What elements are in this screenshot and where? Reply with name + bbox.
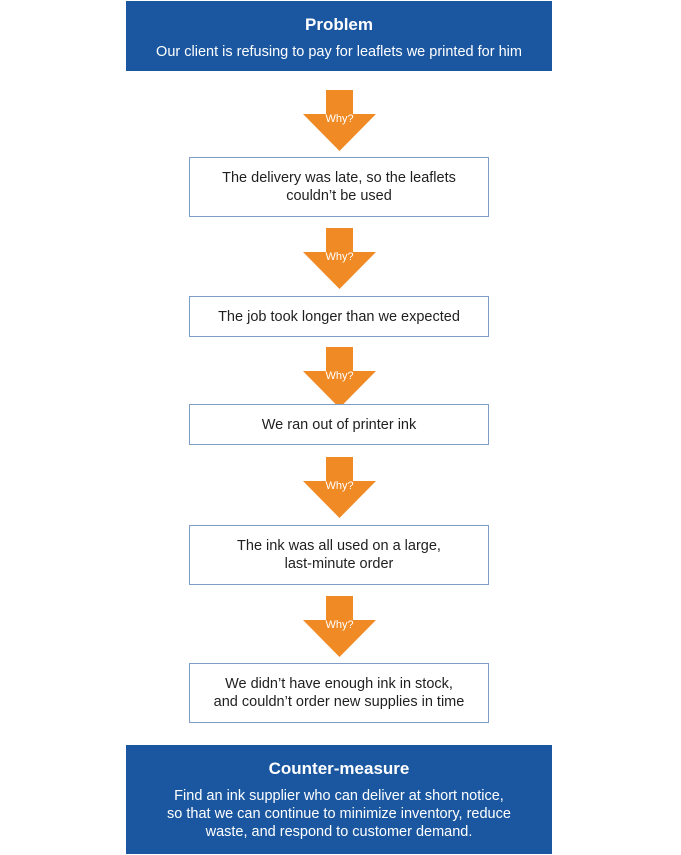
step-5-line-1: We didn’t have enough ink in stock, — [225, 676, 453, 692]
step-2-line-1: The job took longer than we expected — [218, 308, 460, 325]
step-3-line-1: We ran out of printer ink — [261, 416, 417, 433]
countermeasure-line-2: so that we can continue to minimize inventory, reduce — [167, 806, 511, 822]
why-arrow-4 — [303, 457, 376, 518]
why-arrow-1 — [303, 90, 376, 151]
why-label: Why? — [325, 370, 354, 382]
problem-box — [126, 1, 552, 71]
step-1 — [189, 157, 489, 217]
why-label: Why? — [325, 113, 354, 125]
step-5 — [189, 663, 489, 723]
countermeasure-box — [126, 745, 552, 854]
problem-text: Our client is refusing to pay for leaflets we printed for him — [156, 44, 522, 60]
step-5-line-2: and couldn’t order new supplies in time — [213, 694, 465, 710]
step-1-line-1: The delivery was late, so the leaflets — [222, 170, 456, 186]
why-arrow-2 — [303, 228, 376, 289]
why-label: Why? — [325, 480, 354, 492]
step-1-line-2: couldn’t be used — [286, 188, 392, 204]
why-arrow-3 — [303, 347, 376, 408]
step-3 — [189, 404, 489, 445]
countermeasure-title: Counter-measure — [268, 759, 410, 778]
step-4-line-1: The ink was all used on a large, — [237, 538, 441, 554]
problem-title: Problem — [304, 15, 374, 34]
step-2 — [189, 296, 489, 337]
countermeasure-line-1: Find an ink supplier who can deliver at short notice, — [174, 788, 504, 804]
why-label: Why? — [325, 619, 354, 631]
step-4-line-2: last-minute order — [284, 556, 394, 572]
step-4 — [189, 525, 489, 585]
countermeasure-line-3: waste, and respond to customer demand. — [205, 824, 473, 840]
why-label: Why? — [325, 251, 354, 263]
why-arrow-5 — [303, 596, 376, 657]
